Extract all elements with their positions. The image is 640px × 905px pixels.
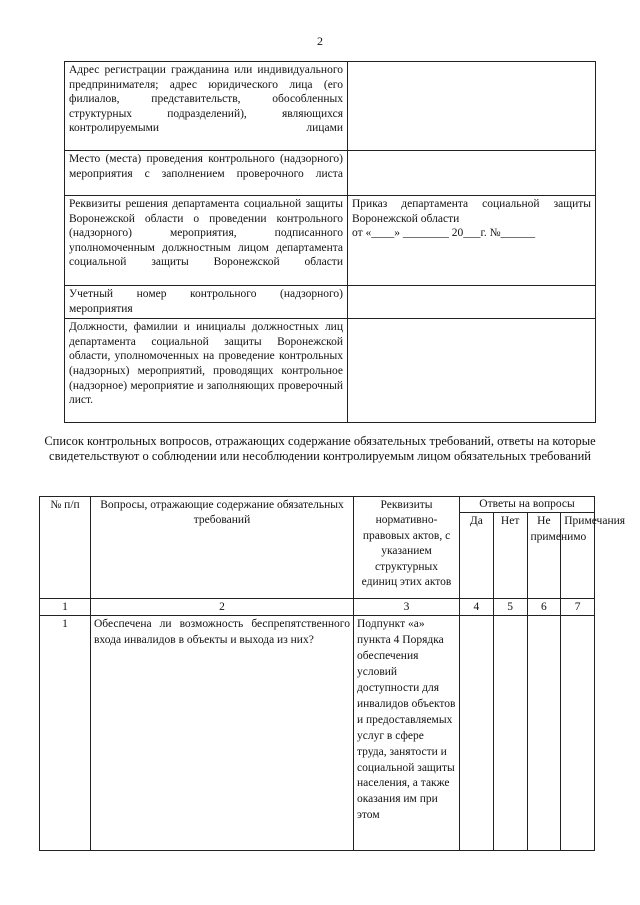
- info-row-account-number: [65, 286, 596, 319]
- decision-order-date-number: от «____» ________ 20___г. №______: [352, 227, 536, 240]
- header-question: Вопросы, отражающие содержание обязательных требований: [91, 497, 354, 599]
- info-value-location[interactable]: [348, 151, 596, 196]
- column-index: 6: [527, 599, 561, 616]
- question-text: Обеспечена ли возможность беспрепятственного входа инвалидов в объекты и выхода из них?: [91, 616, 354, 851]
- questions-table: [39, 496, 626, 851]
- info-value-officials[interactable]: [348, 319, 596, 423]
- header-no: Нет: [493, 513, 527, 599]
- info-label-officials: Должности, фамилии и инициалы должностных лиц департамента социальной защиты Воронежской области, уполномоченных на проведение контрольных (надзорных) мероприятий, проводящих контрольное (надзорное) мероприятие и заполняющих проверочный лист.: [65, 319, 348, 423]
- header-not-applicable: Не применимо: [527, 513, 561, 599]
- questions-list-title: Список контрольных вопросов, отражающих содержание обязательных требований, ответы на которые свидетельствуют о соблюдении или несоблюдении контролируемым лицом обязательных требований: [44, 434, 596, 463]
- column-index: 5: [493, 599, 527, 616]
- info-row-officials: [65, 319, 596, 423]
- info-row-location: [65, 151, 596, 196]
- column-index: 1: [40, 599, 91, 616]
- answer-yes-cell[interactable]: [460, 616, 494, 851]
- header-num: № п/п: [40, 497, 91, 599]
- info-label-decision: Реквизиты решения департамента социальной защиты Воронежской области о проведении контрольного (надзорного) мероприятия, подписанного уполномоченным должностным лицом департамента социальной защиты Воронежской области: [65, 196, 348, 286]
- header-requisites: Реквизиты нормативно-правовых актов, с указанием структурных единиц этих актов: [354, 497, 460, 599]
- info-value-address[interactable]: [348, 62, 596, 151]
- decision-order-text: Приказ департамента социальной защиты Воронежской области: [352, 198, 591, 225]
- inspection-info-table: [64, 61, 596, 423]
- info-label-address: Адрес регистрации гражданина или индивидуального предпринимателя; адрес юридического лица (его филиалов, представительств, обособленных структурных подразделений), являющихся контролируемыми лицами: [65, 62, 348, 151]
- info-value-decision[interactable]: [348, 196, 596, 286]
- questions-header-row: [40, 497, 595, 513]
- header-answers: Ответы на вопросы: [460, 497, 595, 513]
- header-yes: Да: [460, 513, 494, 599]
- info-row-address: [65, 62, 596, 151]
- column-index: 3: [354, 599, 460, 616]
- header-notes: Примечания: [561, 513, 595, 599]
- answer-notes-cell[interactable]: [561, 616, 595, 851]
- column-index-row: [40, 599, 595, 616]
- column-index: 2: [91, 599, 354, 616]
- page-number: 2: [317, 34, 323, 48]
- info-label-location: Место (места) проведения контрольного (надзорного) мероприятия с заполнением проверочного листа: [65, 151, 348, 196]
- table-row: [40, 616, 595, 851]
- info-value-account-number[interactable]: [348, 286, 596, 319]
- question-requisites: Подпункт «а» пункта 4 Порядка обеспечения условий доступности для инвалидов объектов и предоставляемых услуг в сфере труда, занятости и социальной защиты населения, а также оказания им при этом: [354, 616, 460, 851]
- info-label-account-number: Учетный номер контрольного (надзорного) мероприятия: [65, 286, 348, 319]
- column-index: 7: [561, 599, 595, 616]
- answer-no-cell[interactable]: [493, 616, 527, 851]
- column-index: 4: [460, 599, 494, 616]
- answer-not-applicable-cell[interactable]: [527, 616, 561, 851]
- info-row-decision: [65, 196, 596, 286]
- question-num: 1: [40, 616, 91, 851]
